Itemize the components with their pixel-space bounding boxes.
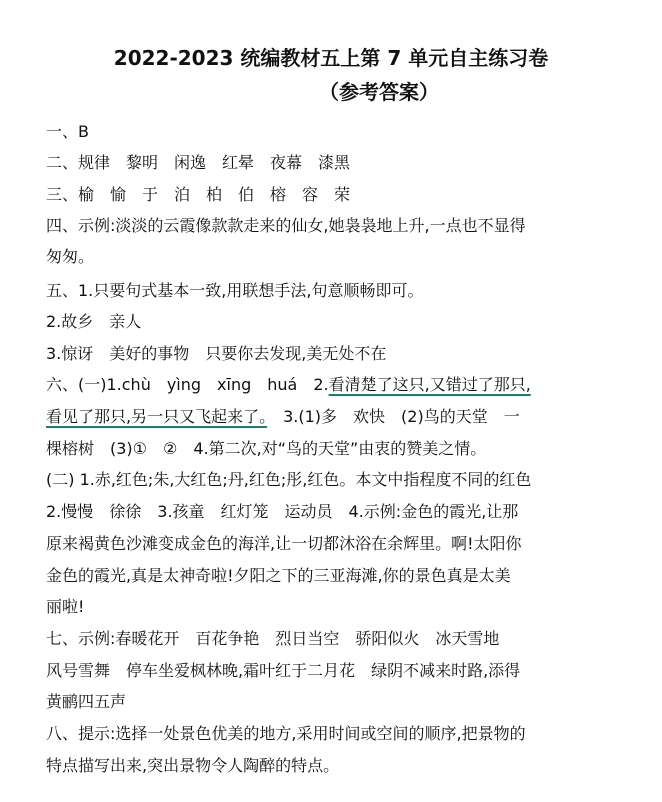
answer-line-4: 四、示例:淡淡的云霞像款款走来的仙女,她袅袅地上升,一点也不显得 <box>46 216 526 235</box>
answer-line-8: 3.惊讶 美好的事物 只要你去发现,美无处不在 <box>46 344 387 363</box>
underlined-answer-part-1: 看清楚了这只,又错过了那只, <box>328 375 531 394</box>
answer-line-7: 2.故乡 亲人 <box>46 312 142 331</box>
answer-line-14: 原来褐黄色沙滩变成金色的海洋,让一切都沐浴在余辉里。啊!太阳你 <box>46 534 522 553</box>
answer-line-16: 丽啦! <box>46 597 85 616</box>
answer-line-20: 八、提示:选择一处景色优美的地方,采用时间或空间的顺序,把景物的 <box>46 724 526 743</box>
answer-line-2: 二、规律 黎明 闲逸 红晕 夜幕 漆黑 <box>46 153 351 172</box>
page-title: 2022-2023 统编教材五上第 7 单元自主练习卷 <box>113 46 549 70</box>
answer-line-9 <box>46 375 531 395</box>
answer-line-19: 黄鹂四五声 <box>46 692 127 711</box>
line9-prefix: 六、(一)1.chù yìng xīng huá 2. <box>46 375 329 394</box>
answer-line-13: 2.慢慢 徐徐 3.孩童 红灯笼 运动员 4.示例:金色的霞光,让那 <box>46 502 519 521</box>
underlined-answer-part-2: 看见了那只,另一只又飞起来了。 <box>46 407 268 426</box>
answer-line-6: 五、1.只要句式基本一致,用联想手法,句意顺畅即可。 <box>46 281 424 300</box>
line10-suffix: 3.(1)多 欢快 (2)鸟的天堂 一 <box>267 407 520 426</box>
answer-line-18: 风号雪舞 停车坐爱枫林晚,霜叶红于二月花 绿阴不减来时路,添得 <box>46 661 521 680</box>
answer-line-5: 匆匆。 <box>46 247 95 266</box>
answer-line-12: (二) 1.赤,红色;朱,大红色;丹,红色;彤,红色。本文中指程度不同的红色 <box>46 470 532 489</box>
answer-line-17: 七、示例:春暖花开 百花争艳 烈日当空 骄阳似火 冰天雪地 <box>46 629 500 648</box>
answer-line-15: 金色的霞光,真是太神奇啦!夕阳之下的三亚海滩,你的景色真是太美 <box>46 566 511 585</box>
page-subtitle: （参考答案） <box>319 80 439 104</box>
answer-line-1: 一、B <box>46 122 89 141</box>
answer-line-3: 三、榆 愉 于 泊 柏 伯 榕 容 荣 <box>46 185 351 204</box>
answer-line-11: 棵榕树 (3)① ② 4.第二次,对“鸟的天堂”由衷的赞美之情。 <box>46 439 487 458</box>
answer-line-10 <box>46 407 520 427</box>
answer-line-21: 特点描写出来,突出景物令人陶醉的特点。 <box>46 756 340 775</box>
